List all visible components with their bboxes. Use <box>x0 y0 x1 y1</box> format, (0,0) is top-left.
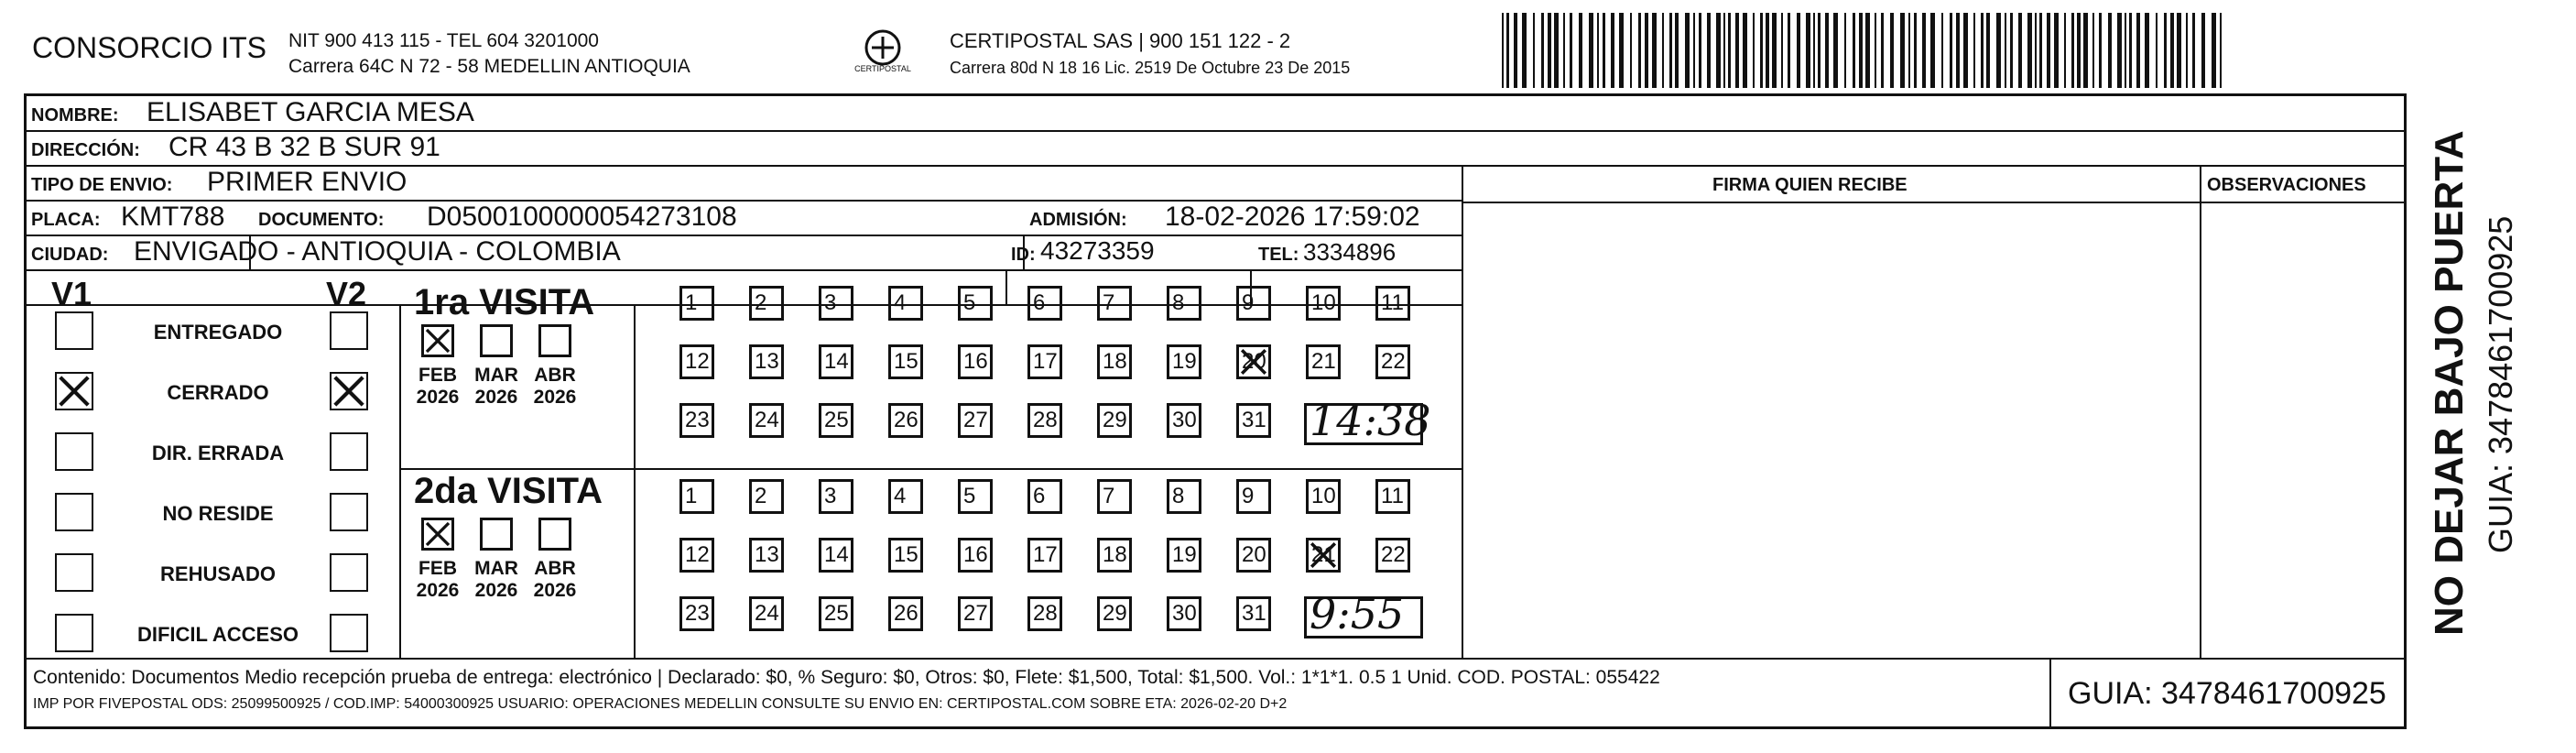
v1-label: V1 <box>51 275 92 312</box>
second-visit-day-11[interactable]: 11 <box>1375 479 1410 514</box>
first-visit-year-label: 2026 <box>416 387 460 408</box>
status-label: NO RESIDE <box>162 502 274 525</box>
first-visit-day-29[interactable]: 29 <box>1097 403 1132 438</box>
second-visit-day-30[interactable]: 30 <box>1167 596 1201 631</box>
second-visit-day-25[interactable]: 25 <box>819 596 853 631</box>
second-visit-day-7[interactable]: 7 <box>1097 479 1132 514</box>
first-visit-day-27[interactable]: 27 <box>958 403 993 438</box>
second-visit-year-label: 2026 <box>416 580 460 601</box>
second-visit-year-label: 2026 <box>474 580 518 601</box>
direccion-value: CR 43 B 32 B SUR 91 <box>168 132 440 162</box>
tel-value: 3334896 <box>1303 238 1397 266</box>
first-visit-title: 1ra VISITA <box>414 282 595 322</box>
second-visit-day-26[interactable]: 26 <box>888 596 923 631</box>
first-visit-day-11[interactable]: 11 <box>1375 286 1410 321</box>
second-visit-day-28[interactable]: 28 <box>1027 596 1062 631</box>
second-visit-month-label: ABR <box>534 558 576 579</box>
ciudad-label: CIUDAD: <box>31 245 109 265</box>
second-visit-day-15[interactable]: 15 <box>888 538 923 573</box>
first-visit-day-3[interactable]: 3 <box>819 286 853 321</box>
no-dejar-bajo-puerta: NO DEJAR BAJO PUERTA <box>2427 130 2472 636</box>
second-visit-day-3[interactable]: 3 <box>819 479 853 514</box>
status-v2-checkbox[interactable] <box>330 372 368 410</box>
first-visit-day-28[interactable]: 28 <box>1027 403 1062 438</box>
second-visit-day-1[interactable]: 1 <box>679 479 714 514</box>
status-v1-checkbox[interactable] <box>55 493 93 531</box>
carrier-name: CERTIPOSTAL SAS | 900 151 122 - 2 <box>950 29 1291 52</box>
id-value: 43273359 <box>1040 236 1155 265</box>
first-visit-day-7[interactable]: 7 <box>1097 286 1132 321</box>
company-address: Carrera 64C N 72 - 58 MEDELLIN ANTIOQUIA <box>288 56 690 77</box>
status-v1-checkbox[interactable] <box>55 372 93 410</box>
second-visit-month-label: MAR <box>474 558 518 579</box>
cross-mark-icon <box>1309 540 1338 570</box>
second-visit-day-19[interactable]: 19 <box>1167 538 1201 573</box>
second-visit-day-9[interactable]: 9 <box>1236 479 1271 514</box>
second-visit-day-27[interactable]: 27 <box>958 596 993 631</box>
first-visit-day-13[interactable]: 13 <box>749 344 784 379</box>
carrier-license: Carrera 80d N 18 16 Lic. 2519 De Octubre 23 De 2015 <box>950 59 1351 77</box>
admision-value: 18-02-2026 17:59:02 <box>1165 202 1420 232</box>
second-visit-day-24[interactable]: 24 <box>749 596 784 631</box>
second-visit-day-10[interactable]: 10 <box>1306 479 1341 514</box>
second-visit-day-14[interactable]: 14 <box>819 538 853 573</box>
status-label: DIFICIL ACCESO <box>136 623 299 646</box>
second-visit-month-label: FEB <box>418 558 457 579</box>
first-visit-day-20[interactable]: 20 <box>1236 344 1271 379</box>
status-v1-checkbox[interactable] <box>55 311 93 350</box>
first-visit-day-5[interactable]: 5 <box>958 286 993 321</box>
first-visit-time: 14:38 <box>1310 396 1431 445</box>
first-visit-day-31[interactable]: 31 <box>1236 403 1271 438</box>
first-visit-day-10[interactable]: 10 <box>1306 286 1341 321</box>
first-visit-day-4[interactable]: 4 <box>888 286 923 321</box>
status-v1-checkbox[interactable] <box>55 432 93 471</box>
second-visit-day-18[interactable]: 18 <box>1097 538 1132 573</box>
tipo-envio-value: PRIMER ENVIO <box>207 167 408 197</box>
second-visit-day-2[interactable]: 2 <box>749 479 784 514</box>
second-visit-day-21[interactable]: 21 <box>1306 538 1341 573</box>
placa-label: PLACA: <box>31 210 101 230</box>
second-visit-day-13[interactable]: 13 <box>749 538 784 573</box>
first-visit-day-2[interactable]: 2 <box>749 286 784 321</box>
second-visit-month-checkbox[interactable] <box>421 518 454 551</box>
first-visit-day-15[interactable]: 15 <box>888 344 923 379</box>
documento-value: D0500100000054273108 <box>427 202 737 232</box>
direccion-label: DIRECCIÓN: <box>31 140 140 160</box>
status-v2-checkbox[interactable] <box>330 614 368 652</box>
first-visit-day-9[interactable]: 9 <box>1236 286 1271 321</box>
first-visit-month-label: ABR <box>534 365 576 386</box>
first-visit-day-25[interactable]: 25 <box>819 403 853 438</box>
second-visit-day-5[interactable]: 5 <box>958 479 993 514</box>
tel-label: TEL: <box>1258 245 1299 265</box>
second-visit-day-17[interactable]: 17 <box>1027 538 1062 573</box>
second-visit-day-8[interactable]: 8 <box>1167 479 1201 514</box>
second-visit-year-label: 2026 <box>533 580 577 601</box>
first-visit-month-label: MAR <box>474 365 518 386</box>
first-visit-day-22[interactable]: 22 <box>1375 344 1410 379</box>
first-visit-month-checkbox[interactable] <box>480 324 513 357</box>
second-visit-month-checkbox[interactable] <box>480 518 513 551</box>
barcode <box>1502 13 2225 88</box>
second-visit-day-6[interactable]: 6 <box>1027 479 1062 514</box>
second-visit-title: 2da VISITA <box>414 471 603 511</box>
v2-label: V2 <box>326 275 367 312</box>
logo-text: CERTIPOSTAL <box>854 64 911 73</box>
first-visit-year-label: 2026 <box>474 387 518 408</box>
second-visit-time: 9:55 <box>1310 589 1405 638</box>
imp-text: IMP POR FIVEPOSTAL ODS: 25099500925 / COD.IMP: 54000300925 USUARIO: OPERACIONES MEDELLIN CONSULTE SU ENVIO EN: CERTIPOSTAL.COM SOBRE ETA: 2026-02-20 D+2 <box>33 696 1288 712</box>
first-visit-day-6[interactable]: 6 <box>1027 286 1062 321</box>
second-visit-day-22[interactable]: 22 <box>1375 538 1410 573</box>
second-visit-month-checkbox[interactable] <box>538 518 571 551</box>
side-guia: GUIA: 3478461700925 <box>2482 215 2519 553</box>
status-label: REHUSADO <box>160 562 276 585</box>
company-name: CONSORCIO ITS <box>32 31 267 64</box>
second-visit-day-31[interactable]: 31 <box>1236 596 1271 631</box>
cross-mark-icon <box>1239 347 1268 376</box>
first-visit-day-21[interactable]: 21 <box>1306 344 1341 379</box>
tipo-envio-label: TIPO DE ENVIO: <box>31 175 173 195</box>
nombre-value: ELISABET GARCIA MESA <box>147 97 474 127</box>
status-v2-checkbox[interactable] <box>330 432 368 471</box>
second-visit-day-12[interactable]: 12 <box>679 538 714 573</box>
documento-label: DOCUMENTO: <box>258 210 385 230</box>
first-visit-day-14[interactable]: 14 <box>819 344 853 379</box>
first-visit-day-23[interactable]: 23 <box>679 403 714 438</box>
status-v1-checkbox[interactable] <box>55 553 93 592</box>
admision-label: ADMISIÓN: <box>1029 210 1127 230</box>
first-visit-day-19[interactable]: 19 <box>1167 344 1201 379</box>
first-visit-month-checkbox[interactable] <box>421 324 454 357</box>
status-v1-checkbox[interactable] <box>55 614 93 652</box>
observaciones-header: OBSERVACIONES <box>2207 175 2366 195</box>
status-label: ENTREGADO <box>153 321 283 344</box>
first-visit-day-17[interactable]: 17 <box>1027 344 1062 379</box>
firma-header: FIRMA QUIEN RECIBE <box>1712 175 1908 195</box>
first-visit-day-1[interactable]: 1 <box>679 286 714 321</box>
placa-value: KMT788 <box>121 202 225 232</box>
guia-footer: GUIA: 3478461700925 <box>2068 676 2386 711</box>
status-v2-checkbox[interactable] <box>330 311 368 350</box>
first-visit-day-30[interactable]: 30 <box>1167 403 1201 438</box>
contenido-text: Contenido: Documentos Medio recepción prueba de entrega: electrónico | Declarado: $0, % Seguro: $0, Otros: $0, Flete: $1,500, Total: $1,500. Vol.: 1*1*1. 0.5 1 Unid. COD. POSTAL: 055422 <box>33 667 1660 688</box>
first-visit-month-checkbox[interactable] <box>538 324 571 357</box>
company-nit: NIT 900 413 115 - TEL 604 3201000 <box>288 30 599 51</box>
status-label: DIR. ERRADA <box>151 442 285 464</box>
first-visit-day-18[interactable]: 18 <box>1097 344 1132 379</box>
first-visit-day-12[interactable]: 12 <box>679 344 714 379</box>
first-visit-year-label: 2026 <box>533 387 577 408</box>
id-label: ID: <box>1011 245 1036 265</box>
first-visit-day-24[interactable]: 24 <box>749 403 784 438</box>
first-visit-day-26[interactable]: 26 <box>888 403 923 438</box>
second-visit-day-20[interactable]: 20 <box>1236 538 1271 573</box>
second-visit-day-29[interactable]: 29 <box>1097 596 1132 631</box>
second-visit-day-16[interactable]: 16 <box>958 538 993 573</box>
first-visit-day-8[interactable]: 8 <box>1167 286 1201 321</box>
status-v2-checkbox[interactable] <box>330 553 368 592</box>
status-v2-checkbox[interactable] <box>330 493 368 531</box>
ciudad-value: ENVIGADO - ANTIOQUIA - COLOMBIA <box>134 236 621 267</box>
first-visit-month-label: FEB <box>418 365 457 386</box>
nombre-label: NOMBRE: <box>31 105 119 126</box>
second-visit-day-23[interactable]: 23 <box>679 596 714 631</box>
second-visit-day-4[interactable]: 4 <box>888 479 923 514</box>
first-visit-day-16[interactable]: 16 <box>958 344 993 379</box>
status-label: CERRADO <box>167 381 269 404</box>
